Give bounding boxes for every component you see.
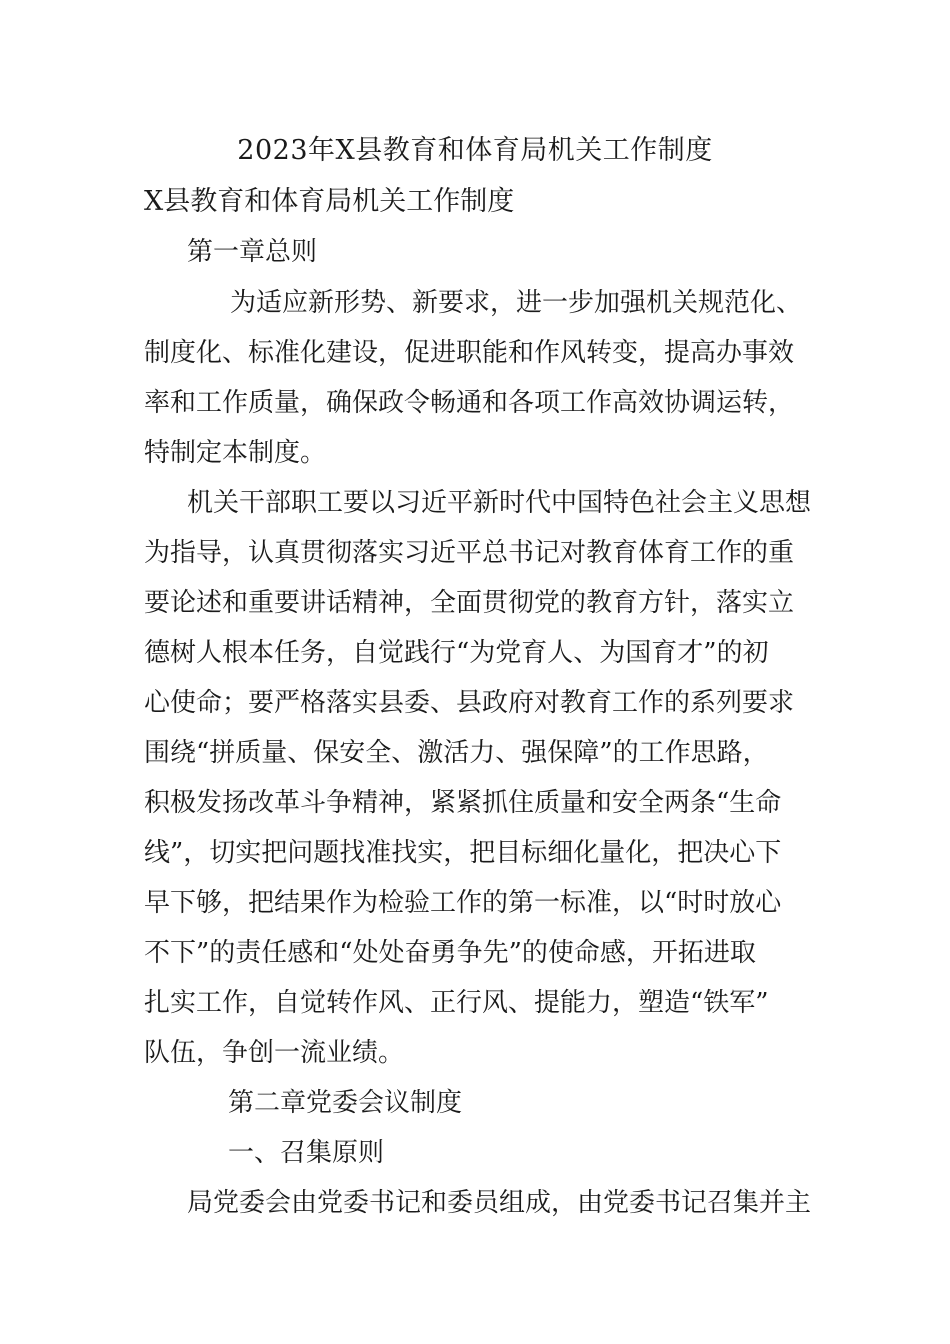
paragraph-line: 率和工作质量，确保政令畅通和各项工作高效协调运转，: [144, 388, 795, 418]
paragraph-line: 德树人根本任务，自觉践行“为党育人、为国育才”的初: [144, 638, 769, 668]
paragraph-line: 积极发扬改革斗争精神，紧紧抓住质量和安全两条“生命: [144, 788, 782, 818]
paragraph-line: 不下”的责任感和“处处奋勇争先”的使命感，开拓进取: [144, 938, 756, 968]
chapter-heading: 第一章总则: [187, 237, 318, 267]
document-subtitle: X县教育和体育局机关工作制度: [144, 186, 515, 217]
document-title: 2023年X县教育和体育局机关工作制度: [237, 135, 713, 166]
paragraph-line: 心使命；要严格落实县委、县政府对教育工作的系列要求: [144, 688, 795, 718]
paragraph-line: 特制定本制度。: [144, 438, 327, 468]
chapter-heading: 第二章党委会议制度: [228, 1088, 463, 1118]
paragraph-line: 围绕“拼质量、保安全、激活力、强保障”的工作思路，: [144, 738, 769, 768]
paragraph-line: 为适应新形势、新要求，进一步加强机关规范化、: [230, 288, 803, 318]
paragraph-line: 队伍，争创一流业绩。: [144, 1038, 405, 1068]
paragraph-line: 局党委会由党委书记和委员组成，由党委书记召集并主: [187, 1188, 812, 1218]
paragraph-line: 扎实工作，自觉转作风、正行风、提能力，塑造“铁军”: [144, 988, 769, 1018]
paragraph-line: 机关干部职工要以习近平新时代中国特色社会主义思想: [187, 488, 812, 518]
paragraph-line: 线”，切实把问题找准找实，把目标细化量化，把决心下: [144, 838, 782, 868]
paragraph-line: 早下够，把结果作为检验工作的第一标准，以“时时放心: [144, 888, 782, 918]
paragraph-line: 为指导，认真贯彻落实习近平总书记对教育体育工作的重: [144, 538, 795, 568]
paragraph-line: 制度化、标准化建设，促进职能和作风转变，提高办事效: [144, 338, 795, 368]
section-heading: 一、召集原则: [228, 1138, 385, 1168]
paragraph-line: 要论述和重要讲话精神，全面贯彻党的教育方针，落实立: [144, 588, 795, 618]
